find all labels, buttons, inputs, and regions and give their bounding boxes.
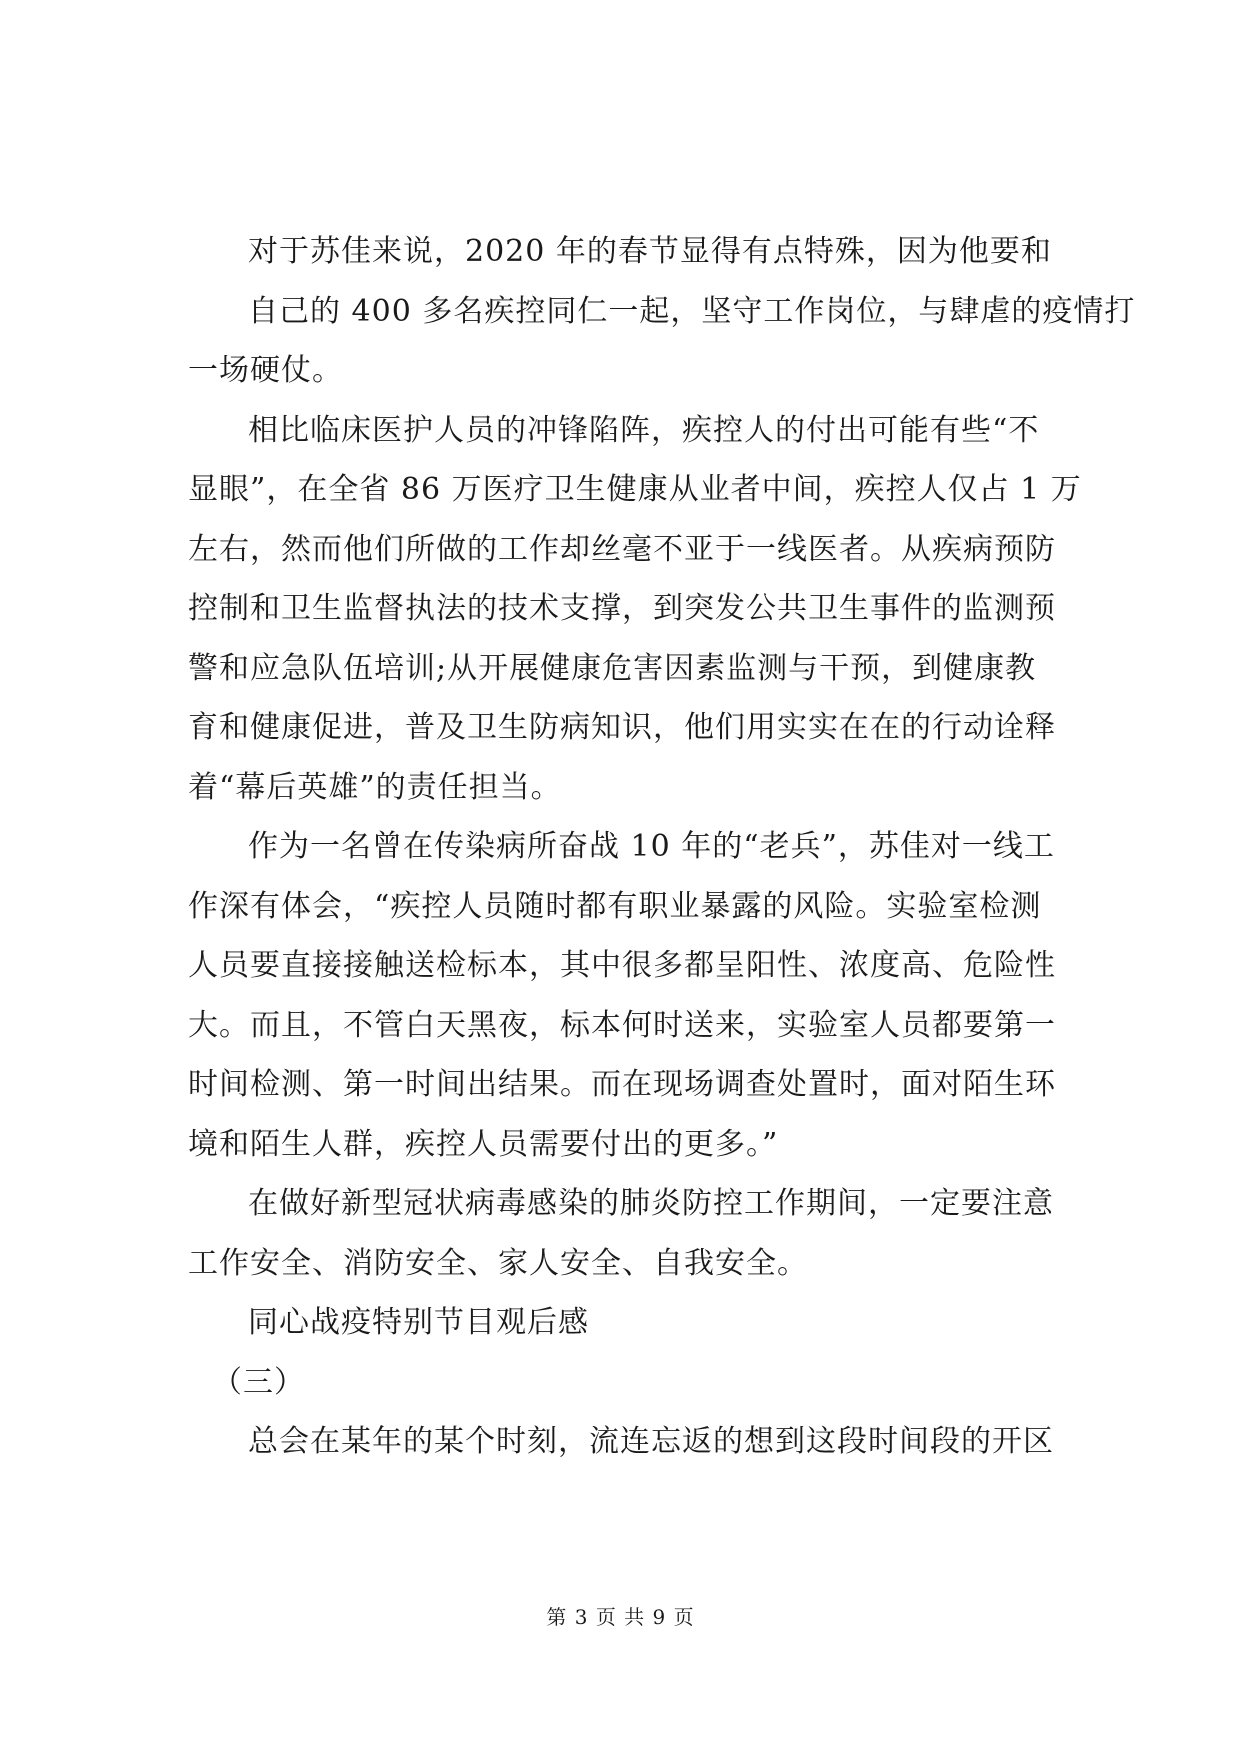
- text-line: 时间检测、第一时间出结果。而在现场调查处置时，面对陌生环: [188, 1067, 1056, 1102]
- text-line: 大。而且，不管白天黑夜，标本何时送来，实验室人员都要第一: [188, 1007, 1056, 1043]
- text-line: 控制和卫生监督执法的技术支撑，到突发公共卫生事件的监测预: [188, 591, 1056, 626]
- text-line: 着“幕后英雄”的责任担当。: [188, 769, 562, 805]
- page-footer: [0, 1603, 1241, 1631]
- text-line: 显眼”，在全省 86 万医疗卫生健康从业者中间，疾控人仅占 1 万: [188, 472, 1082, 507]
- body-text: [188, 222, 1136, 1472]
- text-line: 作深有体会，“疾控人员随时都有职业暴露的风险。实验室检测: [188, 888, 1042, 924]
- text-line: 自己的 400 多名疾控同仁一起，坚守工作岗位，与肆虐的疫情打: [248, 293, 1136, 329]
- section-number: [188, 1353, 1083, 1413]
- text-line: 工作安全、消防安全、家人安全、自我安全。: [188, 1245, 808, 1281]
- text-line: 左右，然而他们所做的工作却丝毫不亚于一线医者。从疾病预防: [188, 531, 1056, 567]
- text-line: 相比临床医护人员的冲锋陷阵，疾控人的付出可能有些“不: [248, 412, 1040, 448]
- text-line: 一场硬仗。: [188, 353, 343, 388]
- section-heading: [188, 1293, 1083, 1353]
- text-line: （三）: [212, 1364, 305, 1400]
- text-line: 同心战疫特别节目观后感: [248, 1305, 589, 1340]
- text-line: 在做好新型冠状病毒感染的肺炎防控工作期间，一定要注意: [248, 1186, 1054, 1221]
- text-line: 人员要直接接触送检标本，其中很多都呈阳性、浓度高、危险性: [188, 948, 1056, 983]
- paragraph-5: [188, 1412, 1083, 1472]
- text-line: 警和应急队伍培训;从开展健康危害因素监测与干预，到健康教: [188, 650, 1037, 686]
- paragraph-1: [188, 222, 1136, 401]
- page-number-label: 第 3 页 共 9 页: [546, 1605, 695, 1629]
- paragraph-3: [188, 817, 1083, 1174]
- text-line: 境和陌生人群，疾控人员需要付出的更多。”: [188, 1126, 779, 1162]
- paragraph-4: [188, 1174, 1083, 1293]
- text-line: 育和健康促进，普及卫生防病知识，他们用实实在在的行动诠释: [188, 710, 1056, 745]
- text-line: 对于苏佳来说，2020 年的春节显得有点特殊，因为他要和: [248, 234, 1052, 269]
- paragraph-2: [188, 401, 1083, 818]
- text-line: 总会在某年的某个时刻，流连忘返的想到这段时间段的开区: [248, 1424, 1054, 1459]
- text-line: 作为一名曾在传染病所奋战 10 年的“老兵”，苏佳对一线工: [248, 829, 1055, 864]
